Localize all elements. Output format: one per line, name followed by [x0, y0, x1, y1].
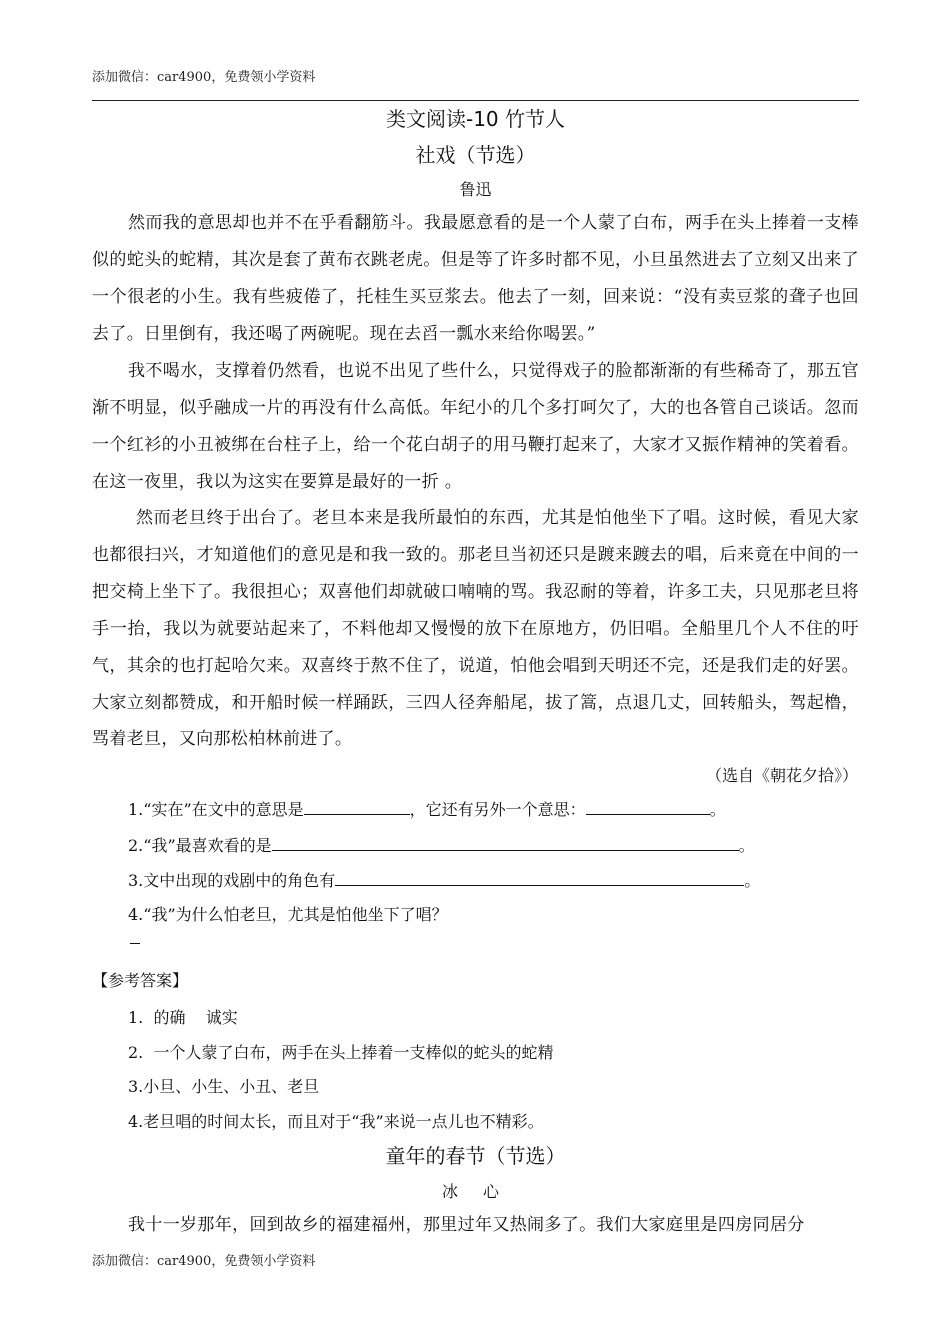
- answer-blank-2[interactable]: [272, 834, 739, 851]
- question-3: [128, 868, 760, 891]
- answer-blank-3[interactable]: [335, 869, 744, 886]
- page-footer: 添加微信：car4900，免费领小学资料: [92, 1254, 316, 1269]
- article-2-author: 冰 心: [441, 1182, 510, 1201]
- answer-line-4: [130, 943, 140, 944]
- article-title: 社戏（节选）: [415, 143, 536, 167]
- article-2-first-line: 我十一岁那年，回到故乡的福建福州，那里过年又热闹多了。我们大家庭里是四房同居分: [128, 1215, 805, 1235]
- answer-2: 2. 一个人蒙了白布，两手在头上捧着一支棒似的蛇头的蛇精: [128, 1043, 554, 1062]
- answer-4: 4.老旦唱的时间太长，而且对于“我”来说一点儿也不精彩。: [128, 1112, 544, 1131]
- source-note: （选自《朝花夕拾》）: [705, 766, 858, 785]
- paragraph-2: 我不喝水，支撑着仍然看，也说不出见了些什么，只觉得戏子的脸都渐渐的有些稀奇了，那五官渐不明显，似乎融成一片的再没有什么高低。年纪小的几个多打呵欠了，大的也各管自己谈话。忽而一个红衫的小丑被绑在台柱子上，给一个花白胡子的用马鞭打起来了，大家才又振作精神的笑着看。在这一夜里，我以为这实在要算是最好的一折 。: [92, 361, 859, 492]
- answer-blank-1a[interactable]: [304, 798, 410, 815]
- question-1: [128, 797, 726, 820]
- header-rule: [92, 100, 859, 101]
- question-2: [128, 833, 755, 856]
- question-4: 4.“我”为什么怕老旦，尤其是怕他坐下了唱？: [128, 905, 448, 924]
- question-1-end: 。: [709, 800, 726, 819]
- answer-blank-1b[interactable]: [586, 798, 710, 815]
- answers-heading: 【参考答案】: [92, 971, 189, 990]
- question-3-text: 3.文中出现的戏剧中的角色有: [128, 871, 336, 890]
- paragraph-3: 然而老旦终于出台了。老旦本来是我所最怕的东西，尤其是怕他坐下了唱。这时候，看见大家也都很扫兴，才知道他们的意见是和我一致的。那老旦当初还只是踱来踱去的唱，后来竟在中间的一把交椅上坐下了。我很担心；双喜他们却就破口喃喃的骂。我忍耐的等着，许多工夫，只见那老旦将手一抬，我以为就要站起来了，不料他却又慢慢的放下在原地方，仍旧唱。全船里几个人不住的吁气，其余的也打起哈欠来。双喜终于熬不住了，说道，怕他会唱到天明还不完，还是我们走的好罢。大家立刻都赞成，和开船时候一样踊跃，三四人径奔船尾，拔了篙，点退几丈，回转船头，驾起橹，骂着老旦，又向那松柏林前进了。: [92, 508, 859, 750]
- paragraph-1: 然而我的意思却也并不在乎看翻筋斗。我最愿意看的是一个人蒙了白布，两手在头上捧着一支棒似的蛇头的蛇精，其次是套了黄布衣跳老虎。但是等了许多时都不见，小旦虽然进去了立刻又出来了一个很老的小生。我有些疲倦了，托桂生买豆浆去。他去了一刻，回来说：“没有卖豆浆的聋子也回去了。日里倒有，我还喝了两碗呢。现在去舀一瓢水来给你喝罢。”: [92, 213, 859, 344]
- question-1-text-a: 1.“实在”在文中的意思是: [128, 800, 304, 819]
- article-author: 鲁迅: [459, 180, 492, 199]
- question-1-text-b: ，它还有另外一个意思：: [409, 800, 586, 819]
- answer-3: 3.小旦、小生、小丑、老旦: [128, 1077, 320, 1096]
- question-2-end: 。: [738, 836, 755, 855]
- page-header: 添加微信：car4900，免费领小学资料: [92, 70, 316, 85]
- question-2-text: 2.“我”最喜欢看的是: [128, 836, 272, 855]
- question-3-end: 。: [744, 871, 761, 890]
- article-2-title: 童年的春节（节选）: [385, 1144, 566, 1168]
- answer-1: 1. 的确 诚实: [128, 1008, 238, 1027]
- series-title: 类文阅读-10 竹节人: [385, 107, 566, 131]
